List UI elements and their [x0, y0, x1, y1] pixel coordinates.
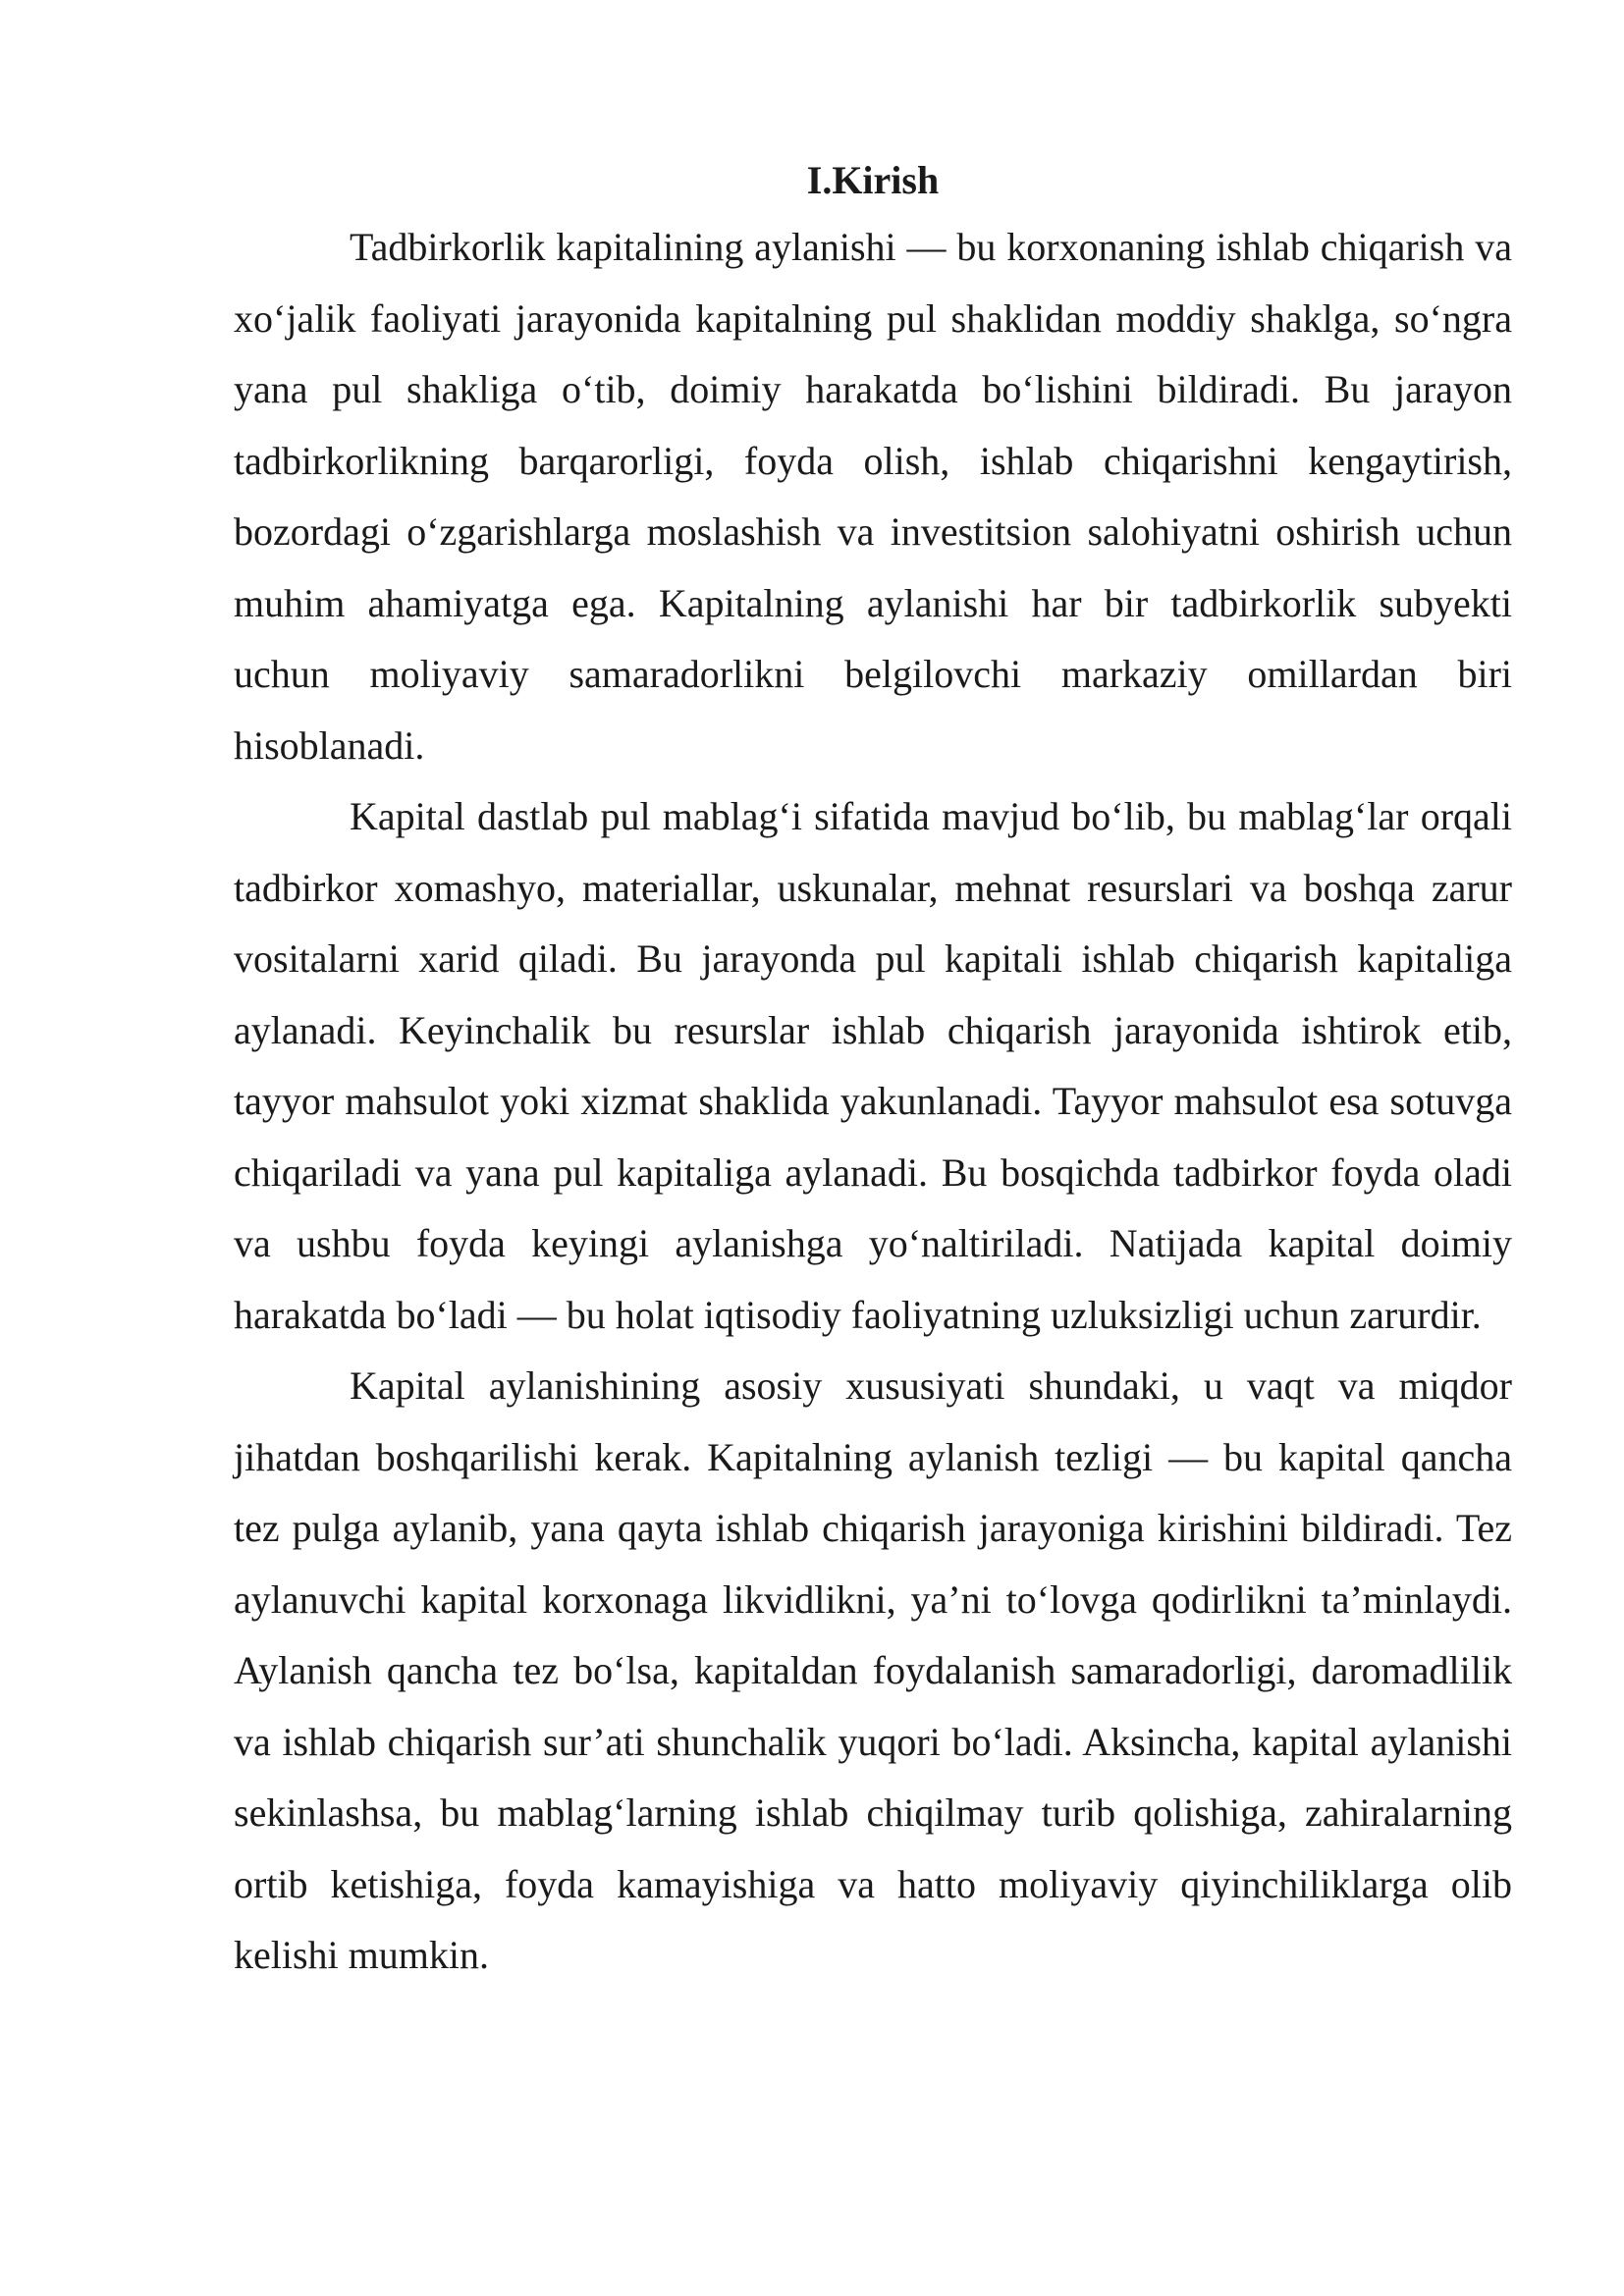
section-heading: I.Kirish [806, 158, 940, 202]
document-body [234, 149, 1512, 1992]
paragraph-3: Kapital aylanishining asosiy xususiyati shundaki, u vaqt va miqdor jihatdan boshqarilishi kerak. Kapitalning aylanish tezligi — bu kapital qancha tez pulga aylanib, yana qayta ishlab chiqarish jarayoniga kirishini bildiradi. Tez aylanuvchi kapital korxonaga likvidlikni, ya’ni to‘lovga qodirlikni ta’minlaydi. Aylanish qancha tez bo‘lsa, kapitaldan foydalanish samaradorligi, daromadlilik va ishlab chiqarish sur’ati shunchalik yuqori bo‘ladi. Aksincha, kapital aylanishi sekinlashsa, bu mablag‘larning ishlab chiqilmay turib qolishiga, zahiralarning ortib ketishiga, foyda kamayishiga va hatto moliyaviy qiyinchiliklarga olib kelishi mumkin. [234, 1363, 1512, 1977]
paragraph-1: Tadbirkorlik kapitalining aylanishi — bu korxonaning ishlab chiqarish va xo‘jalik faoliyati jarayonida kapitalning pul shaklidan moddiy shaklga, so‘ngra yana pul shakliga o‘tib, doimiy harakatda bo‘lishini bildiradi. Bu jarayon tadbirkorlikning barqarorligi, foyda olish, ishlab chiqarishni kengaytirish, bozordagi o‘zgarishlarga moslashish va investitsion salohiyatni oshirish uchun muhim ahamiyatga ega. Kapitalning aylanishi har bir tadbirkorlik subyekti uchun moliyaviy samaradorlikni belgilovchi markaziy omillardan biri hisoblanadi. [234, 225, 1512, 768]
paragraph-2: Kapital dastlab pul mablag‘i sifatida mavjud bo‘lib, bu mablag‘lar orqali tadbirkor xomashyo, materiallar, uskunalar, mehnat resurslari va boshqa zarur vositalarni xarid qiladi. Bu jarayonda pul kapitali ishlab chiqarish kapitaliga aylanadi. Keyinchalik bu resurslar ishlab chiqarish jarayonida ishtirok etib, tayyor mahsulot yoki xizmat shaklida yakunlanadi. Tayyor mahsulot esa sotuvga chiqariladi va yana pul kapitaliga aylanadi. Bu bosqichda tadbirkor foyda oladi va ushbu foyda keyingi aylanishga yo‘naltiriladi. Natijada kapital doimiy harakatda bo‘ladi — bu holat iqtisodiy faoliyatning uzluksizligi uchun zarurdir. [234, 794, 1512, 1337]
